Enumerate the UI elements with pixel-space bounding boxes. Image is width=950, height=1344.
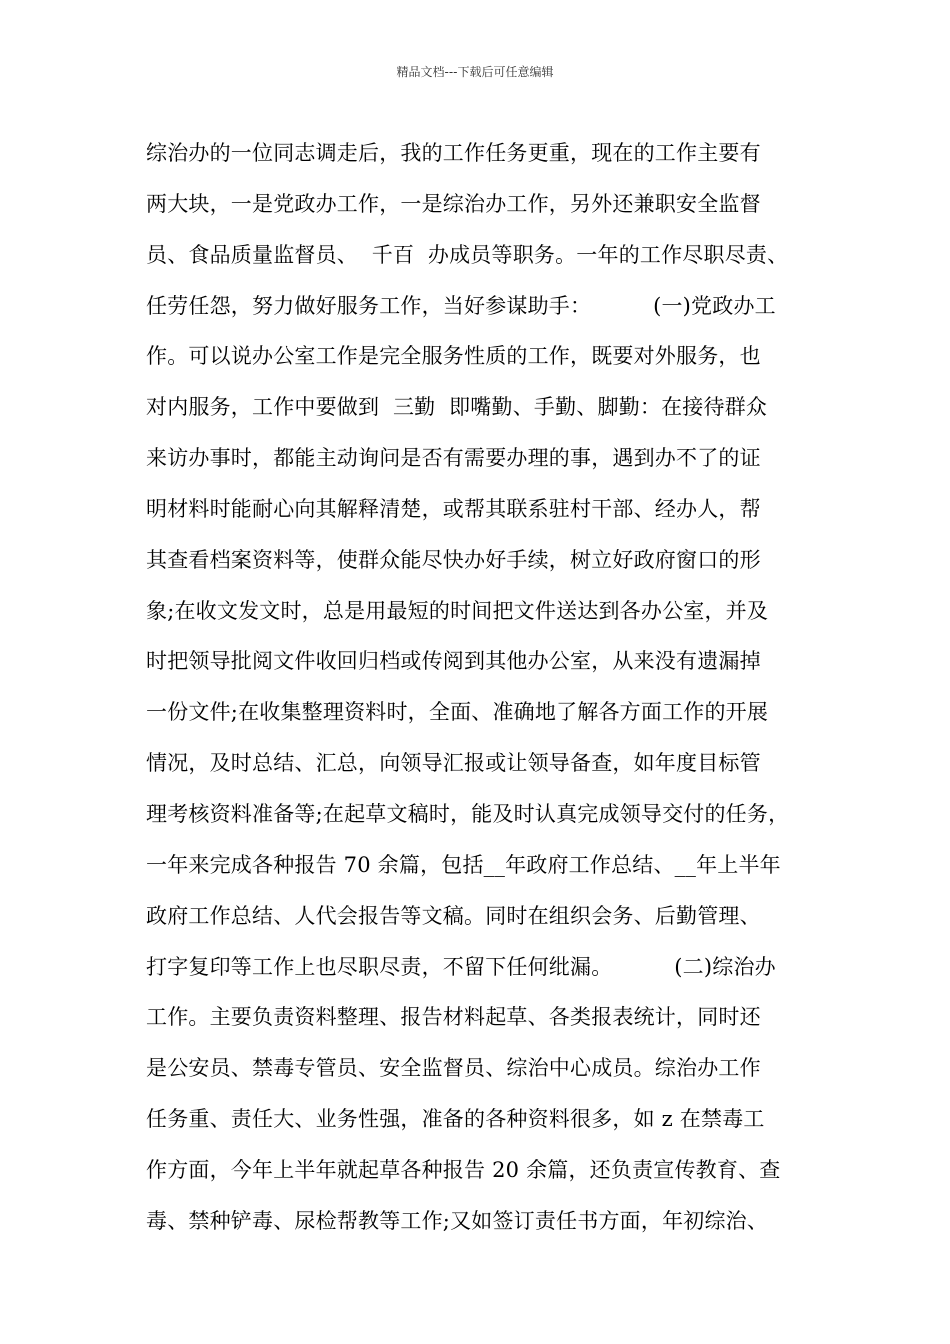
- text-line: 时把领导批阅文件收回归档或传阅到其他办公室，从来没有遗漏掉: [146, 649, 761, 674]
- text-line: 一份文件;在收集整理资料时，全面、准确地了解各方面工作的开展: [146, 700, 769, 725]
- text-line: 其查看档案资料等，使群众能尽快办好手续，树立好政府窗口的形: [146, 547, 761, 572]
- text-line: 作方面，今年上半年就起草各种报告 20 余篇，还负责宣传教育、查: [146, 1157, 781, 1182]
- text-line: 对内服务，工作中要做到 三勤 即嘴勤、手勤、脚勤：在接待群众: [146, 395, 768, 420]
- text-line: 作。可以说办公室工作是完全服务性质的工作，既要对外服务，也: [146, 344, 761, 369]
- page-header: 精品文档---下载后可任意编辑: [396, 65, 554, 79]
- text-line: 打字复印等工作上也尽职尽责，不留下任何纰漏。 (二)综治办: [146, 954, 776, 979]
- text-line: 是公安员、禁毒专管员、安全监督员、综治中心成员。综治办工作: [146, 1056, 761, 1081]
- text-line: 任务重、责任大、业务性强，准备的各种资料很多，如 z 在禁毒工: [146, 1107, 765, 1132]
- text-line: 理考核资料准备等;在起草文稿时，能及时认真完成领导交付的任务，: [146, 801, 790, 826]
- text-line: 两大块，一是党政办工作，一是综治办工作，另外还兼职安全监督: [146, 191, 761, 216]
- text-line: 来访办事时，都能主动询问是否有需要办理的事，遇到办不了的证: [146, 446, 761, 471]
- text-line: 情况，及时总结、汇总，向领导汇报或让领导备查，如年度目标管: [146, 751, 761, 776]
- text-line: 一年来完成各种报告 70 余篇，包括__年政府工作总结、__年上半年: [146, 852, 781, 877]
- text-line: 任劳任怨，努力做好服务工作，当好参谋助手： (一)党政办工: [146, 293, 776, 318]
- text-line: 工作。主要负责资料整理、报告材料起草、各类报表统计，同时还: [146, 1005, 761, 1030]
- text-line: 员、食品质量监督员、 千百 办成员等职务。一年的工作尽职尽责、: [146, 242, 789, 267]
- text-line: 象;在收文发文时，总是用最短的时间把文件送达到各办公室，并及: [146, 598, 769, 623]
- text-line: 政府工作总结、人代会报告等文稿。同时在组织会务、后勤管理、: [146, 903, 761, 928]
- text-line: 综治办的一位同志调走后，我的工作任务更重，现在的工作主要有: [146, 141, 761, 165]
- body-text: [146, 131, 836, 1250]
- text-line: 毒、禁种铲毒、尿检帮教等工作;又如签订责任书方面，年初综治、: [146, 1208, 769, 1233]
- text-line: 明材料时能耐心向其解释清楚，或帮其联系驻村干部、经办人，帮: [146, 496, 761, 521]
